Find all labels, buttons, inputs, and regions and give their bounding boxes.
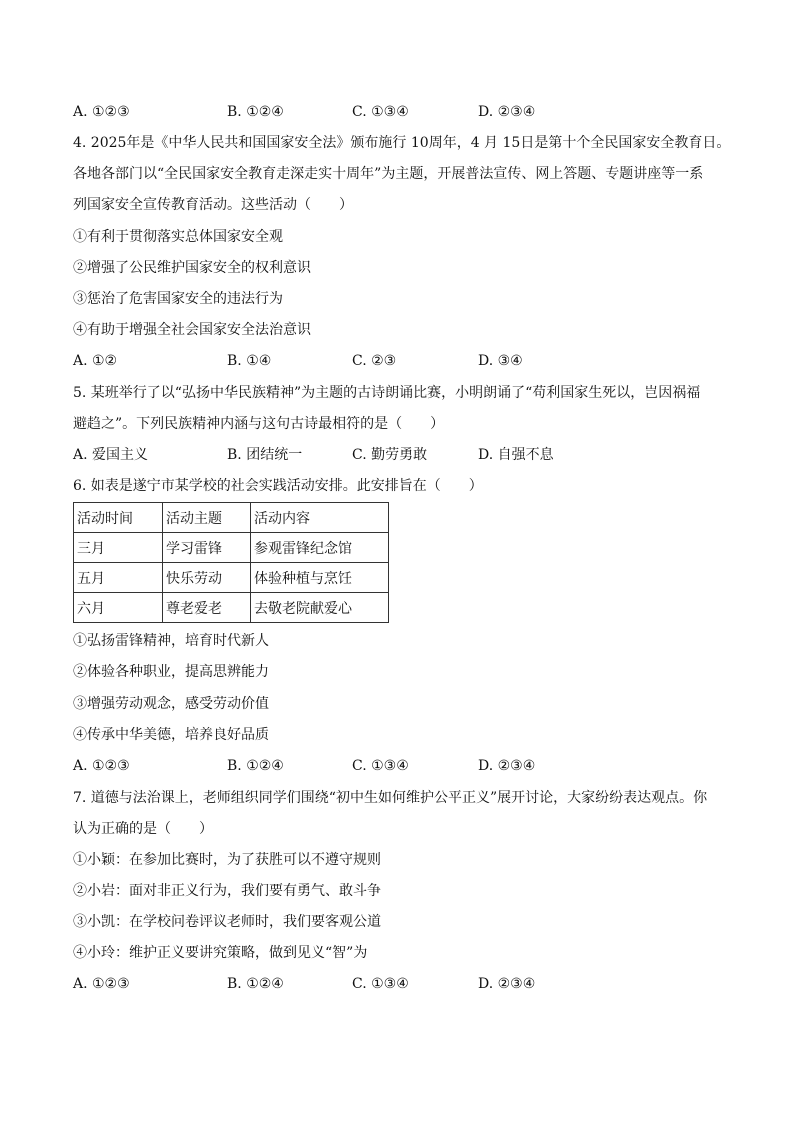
q4-stem-line-2: 各地各部门以“全民国家安全教育走深走实十周年”为主题，开展普法宣传、网上答题、专题讲座等一系	[73, 166, 704, 182]
q6-statement-2: ②体验各种职业，提高思辨能力	[73, 664, 269, 680]
q4-option-b[interactable]: B. ①④	[227, 353, 272, 369]
q7-option-c[interactable]: C. ①③④	[352, 976, 409, 992]
q6-statement-1: ①弘扬雷锋精神，培育时代新人	[73, 633, 269, 649]
q7-option-d[interactable]: D. ②③④	[478, 976, 536, 992]
table-row	[74, 533, 389, 563]
table-cell: 三月	[74, 533, 163, 563]
q4-option-d[interactable]: D. ③④	[478, 353, 523, 369]
q7-statement-4: ④小玲：维护正义要讲究策略，做到见义“智”为	[73, 945, 368, 961]
q5-option-d[interactable]: D. 自强不息	[478, 447, 554, 463]
q7-options	[73, 974, 633, 994]
q7-option-b[interactable]: B. ①②④	[227, 976, 284, 992]
q4-option-a[interactable]: A. ①②	[73, 353, 118, 369]
table-cell: 快乐劳动	[163, 563, 251, 593]
q4-option-c[interactable]: C. ②③	[352, 353, 397, 369]
q5-option-b[interactable]: B. 团结统一	[227, 447, 303, 463]
q4-statement-2: ②增强了公民维护国家安全的权利意识	[73, 260, 311, 276]
table-header-row	[74, 503, 389, 533]
q7-stem-line-1: 7. 道德与法治课上，老师组织同学们围绕“初中生如何维护公平正义”展开讨论，大家纷纷表达观点。你	[73, 790, 708, 806]
table-cell: 体验种植与烹饪	[251, 563, 389, 593]
q4-statement-1: ①有利于贯彻落实总体国家安全观	[73, 229, 283, 245]
q6-option-c[interactable]: C. ①③④	[352, 758, 409, 774]
q7-statement-1: ①小颖：在参加比赛时，为了获胜可以不遵守规则	[73, 852, 381, 868]
q7-statement-3: ③小凯：在学校问卷评议老师时，我们要客观公道	[73, 914, 381, 930]
q6-stem-line-1: 6. 如表是遂宁市某学校的社会实践活动安排。此安排旨在（ ）	[73, 478, 483, 494]
q7-statement-2: ②小岩：面对非正义行为，我们要有勇气、敢斗争	[73, 883, 381, 899]
q6-option-a[interactable]: A. ①②③	[73, 758, 130, 774]
q5-option-a[interactable]: A. 爱国主义	[73, 447, 149, 463]
q4-stem-line-1: 4. 2025年是《中华人民共和国国家安全法》颁布施行 10周年，4 月 15日是第十个全民国家安全教育日。	[73, 135, 731, 151]
q4-statement-4: ④有助于增强全社会国家安全法治意识	[73, 322, 311, 338]
table-header-cell: 活动内容	[251, 503, 389, 533]
table-cell: 六月	[74, 593, 163, 623]
q6-statement-3: ③增强劳动观念，感受劳动价值	[73, 696, 269, 712]
table-cell: 学习雷锋	[163, 533, 251, 563]
table-cell: 五月	[74, 563, 163, 593]
q3-options	[73, 102, 633, 122]
q7-stem-line-2: 认为正确的是（ ）	[73, 821, 213, 837]
q4-stem-line-3: 列国家安全宣传教育活动。这些活动（ ）	[73, 197, 353, 213]
q3-option-c[interactable]: C. ①③④	[352, 104, 409, 120]
q3-option-d[interactable]: D. ②③④	[478, 104, 536, 120]
q5-stem-line-2: 避趋之”。下列民族精神内涵与这句古诗最相符的是（ ）	[73, 416, 445, 432]
q5-options	[73, 445, 633, 465]
q3-option-a[interactable]: A. ①②③	[73, 104, 130, 120]
table-cell: 去敬老院献爱心	[251, 593, 389, 623]
q6-statement-4: ④传承中华美德，培养良好品质	[73, 727, 269, 743]
table-row	[74, 563, 389, 593]
q6-option-b[interactable]: B. ①②④	[227, 758, 284, 774]
q6-option-d[interactable]: D. ②③④	[478, 758, 536, 774]
table-cell: 尊老爱老	[163, 593, 251, 623]
q5-stem-line-1: 5. 某班举行了以“弘扬中华民族精神”为主题的古诗朗诵比赛，小明朗诵了“苟利国家生死以，岂因祸福	[73, 385, 701, 401]
table-header-cell: 活动主题	[163, 503, 251, 533]
activity-table	[73, 502, 389, 623]
table-row	[74, 593, 389, 623]
q3-option-b[interactable]: B. ①②④	[227, 104, 284, 120]
q4-statement-3: ③惩治了危害国家安全的违法行为	[73, 291, 283, 307]
q5-option-c[interactable]: C. 勤劳勇敢	[352, 447, 428, 463]
q6-options	[73, 756, 633, 776]
table-cell: 参观雷锋纪念馆	[251, 533, 389, 563]
q7-option-a[interactable]: A. ①②③	[73, 976, 130, 992]
table-header-cell: 活动时间	[74, 503, 163, 533]
q4-options	[73, 351, 633, 371]
